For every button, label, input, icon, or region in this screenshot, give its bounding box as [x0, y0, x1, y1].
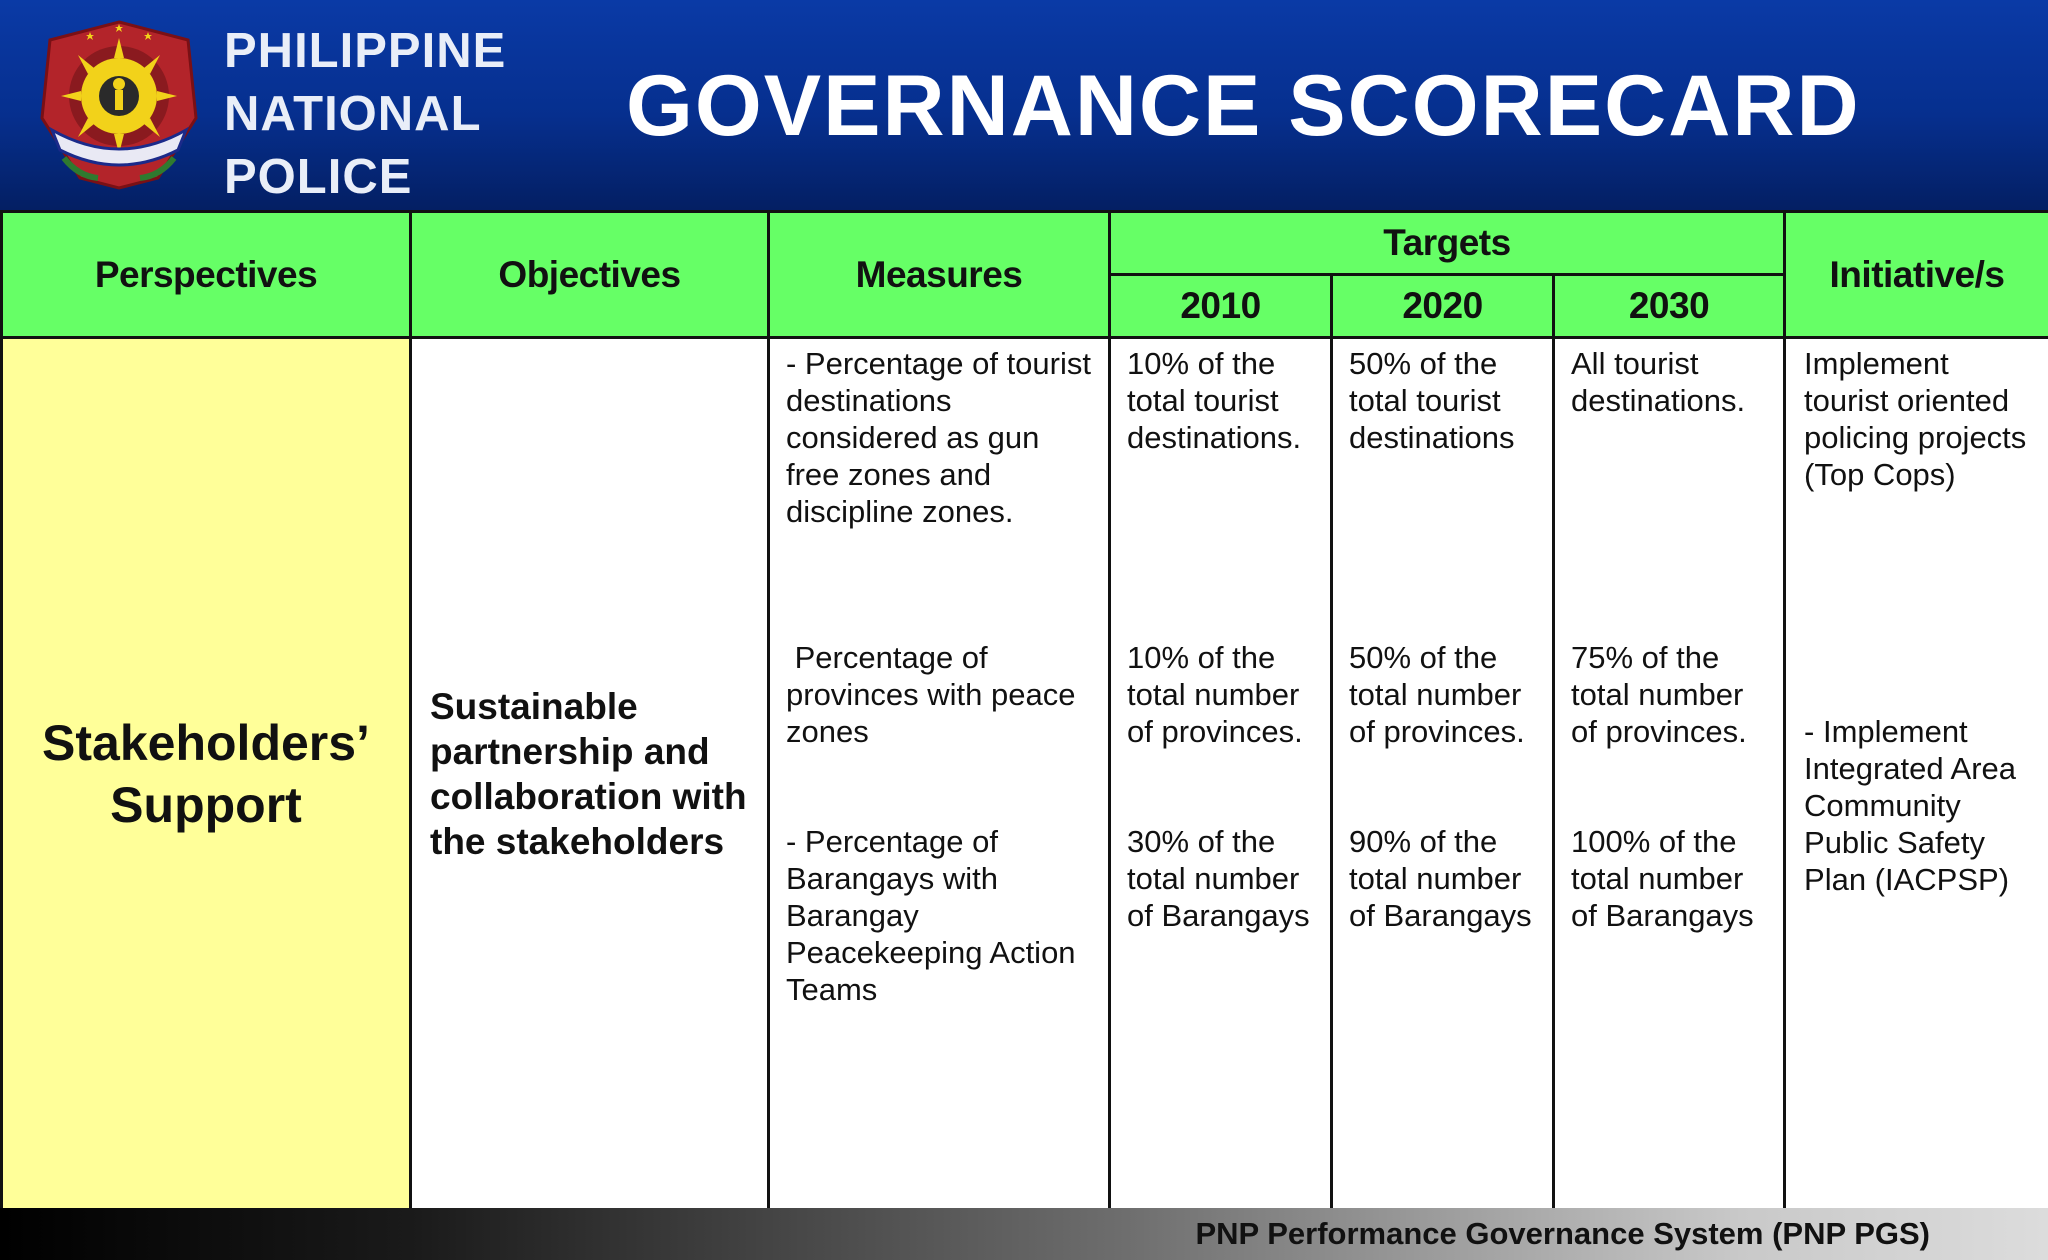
initiatives-cell: [1785, 338, 2048, 1210]
footer-bar: [0, 1208, 2048, 1260]
target-2010-item: 10% of the total number of provinces.: [1127, 640, 1303, 749]
header-initiatives: Initiative/s: [1785, 212, 2048, 338]
target-2010-item: 10% of the total tourist destinations.: [1127, 346, 1302, 455]
scorecard-table: [0, 210, 2048, 1211]
org-name-line-1: PHILIPPINE: [224, 24, 507, 78]
organization-name: [224, 20, 506, 209]
header-objectives: Objectives: [411, 212, 769, 338]
header-targets: Targets: [1110, 212, 1785, 275]
targets-2030-cell: [1554, 338, 1785, 1210]
footer-text: PNP Performance Governance System (PNP PGS): [1195, 1216, 1930, 1251]
target-2030-item: All tourist destinations.: [1571, 346, 1746, 418]
objective-text: Sustainable partnership and collaboration with the stakeholders: [430, 685, 747, 862]
header-year-2010: 2010: [1110, 275, 1332, 338]
header-banner: [0, 0, 2048, 210]
initiative-item: - Implement Integrated Area Community Public Safety Plan (IACPSP): [1804, 714, 2017, 897]
target-2020-item: 50% of the total tourist destinations: [1349, 346, 1515, 455]
measures-cell: [769, 338, 1110, 1210]
initiative-item: Implement tourist oriented policing projects (Top Cops): [1804, 346, 2027, 492]
targets-2010-cell: [1110, 338, 1332, 1210]
target-2020-item: 50% of the total number of provinces.: [1349, 640, 1525, 749]
org-name-line-2: NATIONAL: [224, 87, 482, 141]
measure-item: - Percentage of Barangays with Barangay Peacekeeping Action Teams: [786, 824, 1076, 1007]
header-year-2030: 2030: [1554, 275, 1785, 338]
org-name-line-3: POLICE: [224, 150, 413, 204]
objective-cell: [411, 338, 769, 1210]
header-measures: Measures: [769, 212, 1110, 338]
measure-item: Percentage of provinces with peace zones: [786, 640, 1085, 749]
slide-title: GOVERNANCE SCORECARD: [626, 58, 1861, 154]
target-2020-item: 90% of the total number of Barangays: [1349, 824, 1532, 933]
target-2030-item: 75% of the total number of provinces.: [1571, 640, 1747, 749]
scorecard-table-container: [0, 210, 2048, 1208]
measure-item: - Percentage of tourist destinations considered as gun free zones and discipline zones.: [786, 346, 1091, 529]
pnp-seal-logo: [38, 18, 200, 190]
perspective-line-1: Stakeholders’: [42, 714, 370, 771]
header-year-2020: 2020: [1332, 275, 1554, 338]
perspective-line-2: Support: [110, 776, 302, 833]
target-2010-item: 30% of the total number of Barangays: [1127, 824, 1310, 933]
target-2030-item: 100% of the total number of Barangays: [1571, 824, 1754, 933]
perspective-cell: [2, 338, 411, 1210]
header-perspectives: Perspectives: [2, 212, 411, 338]
targets-2020-cell: [1332, 338, 1554, 1210]
